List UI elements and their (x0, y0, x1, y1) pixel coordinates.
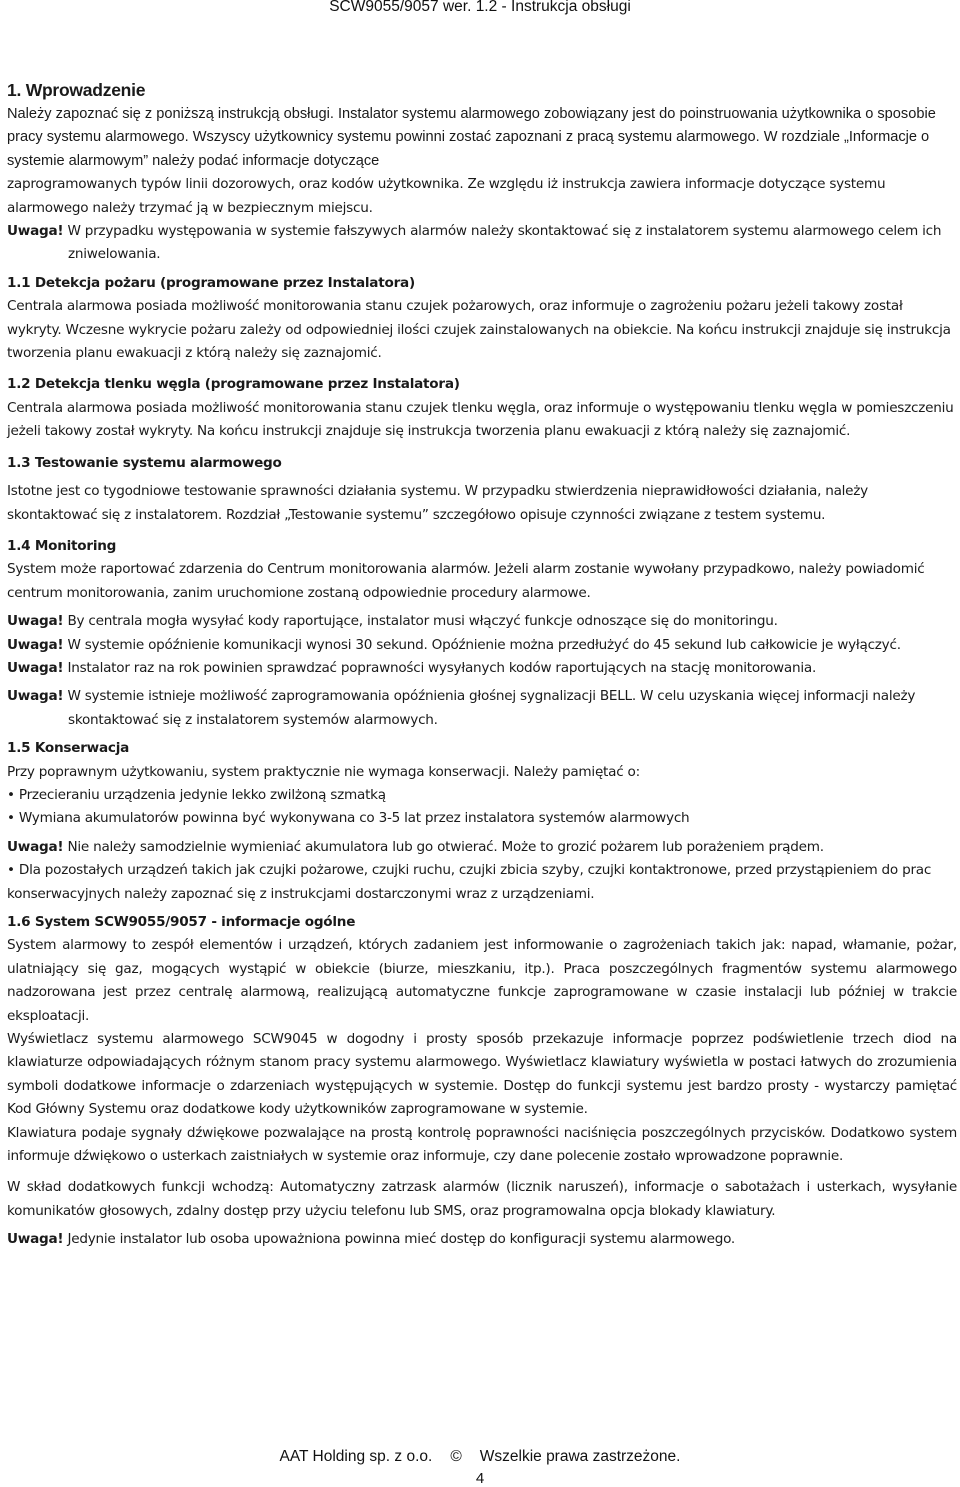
intro-warning (7, 220, 957, 267)
warning-text: Nie należy samodzielnie wymieniać akumulatora lub go otwierać. Może to grozić pożarem lub porażeniem prądem. (67, 838, 824, 855)
bullet-icon: • (7, 862, 15, 879)
section-1-6-paragraph-3: Klawiatura podaje sygnały dźwiękowe pozwalające na prostą kontrolę poprawności naciśnięcia poszczególnych przycisków. Dodatkowo system informuje dźwiękowo o usterkach zaistniałych w systemie oraz informuje, czy dane polecenie zostało wprowadzone poprawnie. (7, 1124, 957, 1165)
section-1-4-paragraph: System może raportować zdarzenia do Centrum monitorowania alarmów. Jeżeli alarm zostanie wywołany przypadkowo, należy powiadomić centrum monitorowania, zanim uruchomione zostaną odpowiednie procedury alarmowe. (7, 561, 925, 601)
section-title-introduction: 1. Wprowadzenie (7, 80, 146, 100)
section-heading-text: System SCW9055/9057 - informacje ogólne (34, 914, 356, 930)
maintenance-warning (7, 836, 957, 859)
list-item (7, 807, 957, 830)
document-body (7, 78, 957, 1252)
footer-rights: Wszelkie prawa zastrzeżone. (479, 1448, 681, 1465)
monitoring-warning-3 (7, 657, 957, 680)
section-1-1-paragraph: Centrala alarmowa posiada możliwość monitorowania stanu czujek pożarowych, oraz informuje o zagrożeniu pożaru jeżeli takowy został wykryty. Wczesne wykrycie pożaru zależy od odpowiedniej ilości czujek zainstalowanych na obiekcie. Na końcu instrukcji znajduje się instrukcja tworzenia planu ewakuacji z którą należy się zaznajomić. (7, 298, 951, 362)
section-1-5-paragraph: Przy poprawnym użytkowaniu, system praktycznie nie wymaga konserwacji. Należy pamiętać o: (7, 763, 640, 780)
warning-text: W systemie istnieje możliwość zaprogramowania opóźnienia głośnej sygnalizacji BELL. W celu uzyskania więcej informacji należy skontaktować się z instalatorem systemów alarmowych. (67, 688, 916, 728)
section-number: 1.3 (7, 454, 31, 471)
section-heading-text: Konserwacja (34, 740, 130, 757)
warning-text: W systemie opóźnienie komunikacji wynosi 30 sekund. Opóźnienie można przedłużyć do 45 sekund lub całkowicie je wyłączyć. (67, 636, 901, 653)
section-heading-1-1 (7, 272, 957, 295)
section-number: 1.6 (7, 914, 31, 930)
intro-text-1: Należy zapoznać się z poniższą instrukcją obsługi. Instalator systemu alarmowego zobowiązany jest do poinstruowania użytkownika o sposobie pracy systemu alarmowego. Wszyscy użytkownicy systemu powinni zostać zapoznani z pracą systemu alarmowego. W rozdziale „Informacje o systemie alarmowym” należy podać informacje dotyczące (7, 106, 936, 169)
intro-paragraph (7, 103, 957, 220)
section-1-3-paragraph: Istotne jest co tygodniowe testowanie sprawności działania systemu. W przypadku stwierdzenia nieprawidłowości działania, należy skontaktować się z instalatorem. Rozdział „Testowanie systemu” szczegółowo opisuje czynności związane z testem systemu. (7, 483, 868, 523)
warning-text: Jedynie instalator lub osoba upoważniona powinna mieć dostęp do konfiguracji systemu alarmowego. (67, 1231, 736, 1248)
page-footer (0, 1448, 960, 1466)
warning-label: Uwaga! (7, 838, 64, 855)
warning-text: Instalator raz na rok powinien sprawdzać poprawności wysyłanych kodów raportujących na stację monitorowania. (67, 659, 817, 676)
warning-label: Uwaga! (7, 613, 64, 630)
system-warning (7, 1228, 957, 1251)
warning-label: Uwaga! (7, 636, 64, 653)
warning-text: By centrala mogła wysyłać kody raportujące, instalator musi włączyć funkcje odnoszące się do monitoringu. (67, 613, 778, 630)
copyright-icon: © (450, 1448, 462, 1465)
monitoring-warning-1 (7, 610, 957, 633)
section-1-2-paragraph: Centrala alarmowa posiada możliwość monitorowania stanu czujek tlenku węgla, oraz informuje o występowaniu tlenku węgla w pomieszczeniu jeżeli takowy został wykryty. Na końcu instrukcji znajduje się instrukcja tworzenia planu ewakuacji z którą należy się zaznajomić. (7, 399, 954, 440)
page-number: 4 (475, 1470, 485, 1487)
list-item (7, 859, 957, 906)
warning-label: Uwaga! (7, 223, 64, 240)
section-number: 1.2 (7, 376, 31, 393)
section-1-6-paragraph-1: System alarmowy to zespół elementów i urządzeń, których zadaniem jest informowanie o zagrożeniach takich jak: napad, włamanie, pożar, ulatniający się gaz, mogących wystąpić w obiekcie (biurze, mieszkaniu, itp.). Praca poszczególnych fragmentów systemu alarmowego nadzorowana jest przez centralę alarmową, realizującą automatyczne funkcje zaprogramowane w czasie instalacji lub później w trakcie eksploatacji. (7, 937, 957, 1024)
section-heading-1-6 (7, 911, 957, 934)
section-heading-1-4 (7, 535, 957, 558)
monitoring-warning-4 (7, 685, 957, 732)
intro-text-2: zaprogramowanych typów linii dozorowych, oraz kodów użytkownika. Ze względu iż instrukcja zawiera informacje dotyczące systemu alarmowego należy trzymać ją w bezpiecznym miejscu. (7, 176, 886, 216)
warning-label: Uwaga! (7, 688, 64, 705)
section-number: 1.5 (7, 740, 31, 757)
section-number: 1.4 (7, 537, 31, 554)
section-1-6-paragraph-2: Wyświetlacz systemu alarmowego SCW9045 w dogodny i prosty sposób przekazuje informacje poprzez podświetlenie trzech diod na klawiaturze odpowiadających różnym stanom pracy systemu alarmowego. Wyświetlacz klawiatury wyświetla w postaci łatwych do zrozumienia symboli dodatkowe informacje o zdarzeniach występujących w systemie. Dostęp do funkcji systemu jest bardzo prosty - wystarczy pamiętać Kod Główny Systemu oraz dodatkowe kody użytkowników zaprogramowane w systemie. (7, 1031, 957, 1118)
section-number: 1.1 (7, 274, 31, 291)
intro-warning-text: W przypadku występowania w systemie fałszywych alarmów należy skontaktować się z instalatorem systemu alarmowego celem ich zniwelowania. (67, 223, 942, 263)
section-heading-1-5 (7, 737, 957, 760)
section-heading-text: Testowanie systemu alarmowego (34, 454, 282, 471)
list-item-text: Wymiana akumulatorów powinna być wykonywana co 3-5 lat przez instalatora systemów alarmowych (18, 810, 690, 827)
list-item (7, 784, 957, 807)
footer-company: AAT Holding sp. z o.o. (279, 1448, 433, 1465)
warning-label: Uwaga! (7, 1231, 64, 1248)
section-1-6-paragraph-4: W skład dodatkowych funkcji wchodzą: Automatyczny zatrzask alarmów (licznik naruszeń), informacje o sabotażach i usterkach, wysyłanie komunikatów głosowych, zdalny dostęp przy użyciu telefonu lub SMS, oraz programowalna opcja blokady klawiatury. (7, 1179, 957, 1219)
section-heading-text: Detekcja pożaru (programowane przez Instalatora) (34, 274, 415, 291)
bullet-icon: • (7, 810, 15, 827)
section-heading-1-3 (7, 452, 957, 475)
monitoring-warning-2 (7, 634, 957, 657)
warning-label: Uwaga! (7, 659, 64, 676)
list-item-text: Przecieraniu urządzenia jedynie lekko zwilżoną szmatką (18, 786, 386, 803)
running-header: SCW9055/9057 wer. 1.2 - Instrukcja obsługi (329, 0, 631, 15)
section-heading-1-2 (7, 373, 957, 396)
bullet-icon: • (7, 786, 15, 803)
section-heading-text: Detekcja tlenku węgla (programowane przez Instalatora) (34, 376, 460, 393)
list-item-text: Dla pozostałych urządzeń takich jak czujki pożarowe, czujki ruchu, czujki zbicia szyby, czujki kontaktronowe, przed przystąpieniem do prac konserwacyjnych należy zapoznać się z instrukcjami dostarczonymi wraz z urządzeniami. (7, 862, 932, 902)
section-heading-text: Monitoring (34, 537, 117, 554)
